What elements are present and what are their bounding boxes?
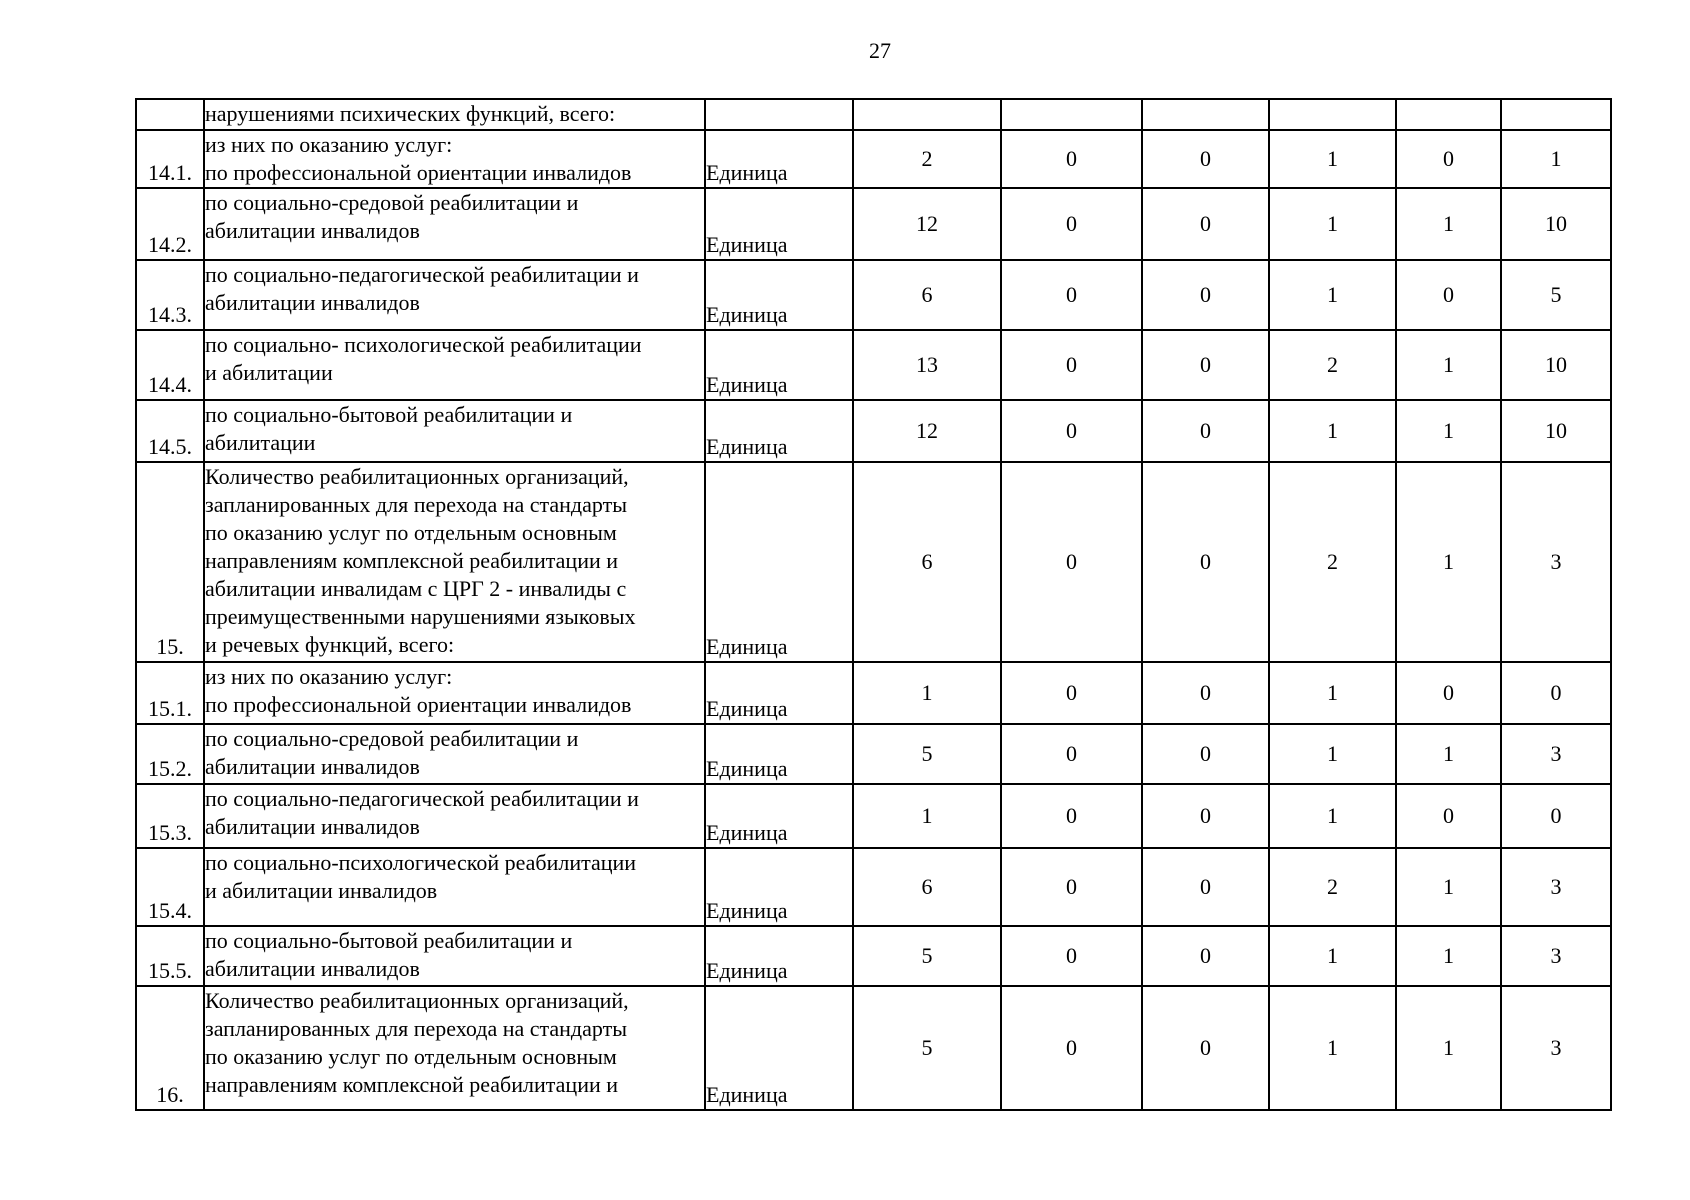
row-number: 15.5. <box>136 926 204 986</box>
value-cell: 0 <box>1001 662 1142 724</box>
description-line: по профессиональной ориентации инвалидов <box>205 692 632 717</box>
value-cell: 0 <box>1142 462 1269 662</box>
row-description <box>204 260 705 330</box>
table-row <box>136 260 1611 330</box>
value-cell: 0 <box>1001 784 1142 848</box>
value-cell: 1 <box>1396 724 1501 784</box>
row-description <box>204 848 705 926</box>
value-cell: 2 <box>1269 462 1396 662</box>
description-line: по социально- психологической реабилитации <box>205 332 642 357</box>
row-number: 15. <box>136 462 204 662</box>
row-description <box>204 986 705 1110</box>
description-line: из них по оказанию услуг: <box>205 132 453 157</box>
value-cell: 2 <box>1269 330 1396 400</box>
value-cell: 5 <box>853 926 1001 986</box>
value-cell: 0 <box>1001 724 1142 784</box>
description-line: по профессиональной ориентации инвалидов <box>205 160 632 185</box>
table-row <box>136 130 1611 188</box>
value-cell: 1 <box>1396 926 1501 986</box>
row-unit: Единица <box>705 330 853 400</box>
value-cell: 10 <box>1501 188 1611 260</box>
value-cell: 1 <box>853 662 1001 724</box>
row-description <box>204 662 705 724</box>
row-unit: Единица <box>705 724 853 784</box>
description-line: и абилитации <box>205 360 333 385</box>
value-cell: 0 <box>1001 462 1142 662</box>
row-number: 15.2. <box>136 724 204 784</box>
description-line: по социально-средовой реабилитации и <box>205 190 579 215</box>
table-row <box>136 724 1611 784</box>
value-cell: 1 <box>1269 260 1396 330</box>
row-description <box>204 724 705 784</box>
table-row <box>136 99 1611 130</box>
value-cell <box>1269 99 1396 130</box>
value-cell: 1 <box>1269 784 1396 848</box>
row-unit: Единица <box>705 462 853 662</box>
description-line: абилитации инвалидам с ЦРГ 2 - инвалиды с <box>205 576 627 601</box>
description-line: по социально-педагогической реабилитации и <box>205 262 639 287</box>
value-cell: 1 <box>1269 662 1396 724</box>
value-cell: 0 <box>1001 330 1142 400</box>
row-unit: Единица <box>705 926 853 986</box>
page-number: 27 <box>869 38 891 63</box>
value-cell: 13 <box>853 330 1001 400</box>
value-cell <box>1396 99 1501 130</box>
value-cell: 5 <box>1501 260 1611 330</box>
description-line: по социально-бытовой реабилитации и <box>205 928 573 953</box>
value-cell: 1 <box>1396 188 1501 260</box>
value-cell: 0 <box>1001 188 1142 260</box>
value-cell: 1 <box>1269 188 1396 260</box>
value-cell: 3 <box>1501 848 1611 926</box>
value-cell: 0 <box>1142 330 1269 400</box>
description-line: по оказанию услуг по отдельным основным <box>205 520 617 545</box>
value-cell: 0 <box>1142 188 1269 260</box>
value-cell: 1 <box>1269 400 1396 462</box>
row-description <box>204 926 705 986</box>
row-unit: Единица <box>705 784 853 848</box>
row-unit: Единица <box>705 400 853 462</box>
value-cell <box>1501 99 1611 130</box>
row-number: 14.4. <box>136 330 204 400</box>
value-cell: 10 <box>1501 400 1611 462</box>
table-row <box>136 848 1611 926</box>
row-number: 15.3. <box>136 784 204 848</box>
value-cell: 0 <box>1142 400 1269 462</box>
row-unit: Единица <box>705 260 853 330</box>
value-cell: 6 <box>853 260 1001 330</box>
description-line: и речевых функций, всего: <box>205 632 455 657</box>
description-line: абилитации инвалидов <box>205 290 420 315</box>
description-line: абилитации инвалидов <box>205 218 420 243</box>
row-number: 14.1. <box>136 130 204 188</box>
value-cell: 1 <box>1269 724 1396 784</box>
value-cell: 0 <box>1142 848 1269 926</box>
value-cell: 0 <box>1142 724 1269 784</box>
description-line: по социально-бытовой реабилитации и <box>205 402 573 427</box>
description-line: абилитации инвалидов <box>205 754 420 779</box>
value-cell: 1 <box>1269 130 1396 188</box>
value-cell: 0 <box>1142 926 1269 986</box>
table-body <box>136 99 1611 1110</box>
value-cell: 5 <box>853 724 1001 784</box>
row-number: 15.4. <box>136 848 204 926</box>
row-description <box>204 99 705 130</box>
value-cell: 12 <box>853 188 1001 260</box>
description-line: Количество реабилитационных организаций, <box>205 988 629 1013</box>
value-cell: 1 <box>1269 926 1396 986</box>
value-cell: 0 <box>1001 400 1142 462</box>
table-row <box>136 462 1611 662</box>
value-cell: 1 <box>1501 130 1611 188</box>
value-cell: 1 <box>1396 330 1501 400</box>
row-description <box>204 784 705 848</box>
value-cell: 0 <box>1001 926 1142 986</box>
value-cell: 0 <box>1396 130 1501 188</box>
value-cell: 0 <box>1001 848 1142 926</box>
table-row <box>136 662 1611 724</box>
value-cell: 1 <box>1396 400 1501 462</box>
value-cell: 3 <box>1501 724 1611 784</box>
description-line: направлениям комплексной реабилитации и <box>205 548 619 573</box>
row-unit: Единица <box>705 986 853 1110</box>
data-table <box>135 98 1612 1111</box>
table-row <box>136 400 1611 462</box>
description-line: из них по оказанию услуг: <box>205 664 453 689</box>
value-cell: 0 <box>1142 662 1269 724</box>
value-cell: 6 <box>853 462 1001 662</box>
description-line: запланированных для перехода на стандарты <box>205 492 627 517</box>
value-cell: 3 <box>1501 926 1611 986</box>
row-description <box>204 330 705 400</box>
description-line: по оказанию услуг по отдельным основным <box>205 1044 617 1069</box>
row-number <box>136 99 204 130</box>
value-cell: 12 <box>853 400 1001 462</box>
value-cell: 1 <box>1396 986 1501 1110</box>
value-cell: 1 <box>1396 848 1501 926</box>
value-cell: 0 <box>1396 662 1501 724</box>
row-unit: Единица <box>705 130 853 188</box>
row-number: 14.2. <box>136 188 204 260</box>
row-unit <box>705 99 853 130</box>
value-cell: 6 <box>853 848 1001 926</box>
value-cell: 10 <box>1501 330 1611 400</box>
value-cell: 0 <box>1001 130 1142 188</box>
value-cell <box>1142 99 1269 130</box>
row-description <box>204 462 705 662</box>
value-cell: 0 <box>1501 784 1611 848</box>
value-cell <box>853 99 1001 130</box>
value-cell: 0 <box>1001 260 1142 330</box>
description-line: запланированных для перехода на стандарты <box>205 1016 627 1041</box>
description-line: по социально-педагогической реабилитации и <box>205 786 639 811</box>
description-line: нарушениями психических функций, всего: <box>205 101 616 126</box>
row-unit: Единица <box>705 848 853 926</box>
description-line: абилитации инвалидов <box>205 956 420 981</box>
row-description <box>204 130 705 188</box>
table-row <box>136 926 1611 986</box>
row-unit: Единица <box>705 188 853 260</box>
value-cell: 0 <box>1396 260 1501 330</box>
table-row <box>136 784 1611 848</box>
value-cell: 0 <box>1142 130 1269 188</box>
row-number: 15.1. <box>136 662 204 724</box>
value-cell: 0 <box>1396 784 1501 848</box>
value-cell: 3 <box>1501 462 1611 662</box>
description-line: и абилитации инвалидов <box>205 878 438 903</box>
table-row <box>136 330 1611 400</box>
description-line: абилитации инвалидов <box>205 814 420 839</box>
table-row <box>136 986 1611 1110</box>
table-row <box>136 188 1611 260</box>
description-line: направлениям комплексной реабилитации и <box>205 1072 619 1097</box>
row-number: 14.3. <box>136 260 204 330</box>
row-description <box>204 400 705 462</box>
value-cell: 1 <box>1396 462 1501 662</box>
row-unit: Единица <box>705 662 853 724</box>
row-number: 16. <box>136 986 204 1110</box>
value-cell: 0 <box>1001 986 1142 1110</box>
value-cell: 0 <box>1142 784 1269 848</box>
description-line: преимущественными нарушениями языковых <box>205 604 636 629</box>
value-cell: 1 <box>853 784 1001 848</box>
row-description <box>204 188 705 260</box>
description-line: абилитации <box>205 430 316 455</box>
description-line: по социально-психологической реабилитации <box>205 850 637 875</box>
value-cell: 0 <box>1142 986 1269 1110</box>
value-cell: 1 <box>1269 986 1396 1110</box>
value-cell: 5 <box>853 986 1001 1110</box>
value-cell: 2 <box>853 130 1001 188</box>
row-number: 14.5. <box>136 400 204 462</box>
value-cell: 3 <box>1501 986 1611 1110</box>
description-line: Количество реабилитационных организаций, <box>205 464 629 489</box>
value-cell: 0 <box>1142 260 1269 330</box>
value-cell: 0 <box>1501 662 1611 724</box>
value-cell: 2 <box>1269 848 1396 926</box>
description-line: по социально-средовой реабилитации и <box>205 726 579 751</box>
value-cell <box>1001 99 1142 130</box>
